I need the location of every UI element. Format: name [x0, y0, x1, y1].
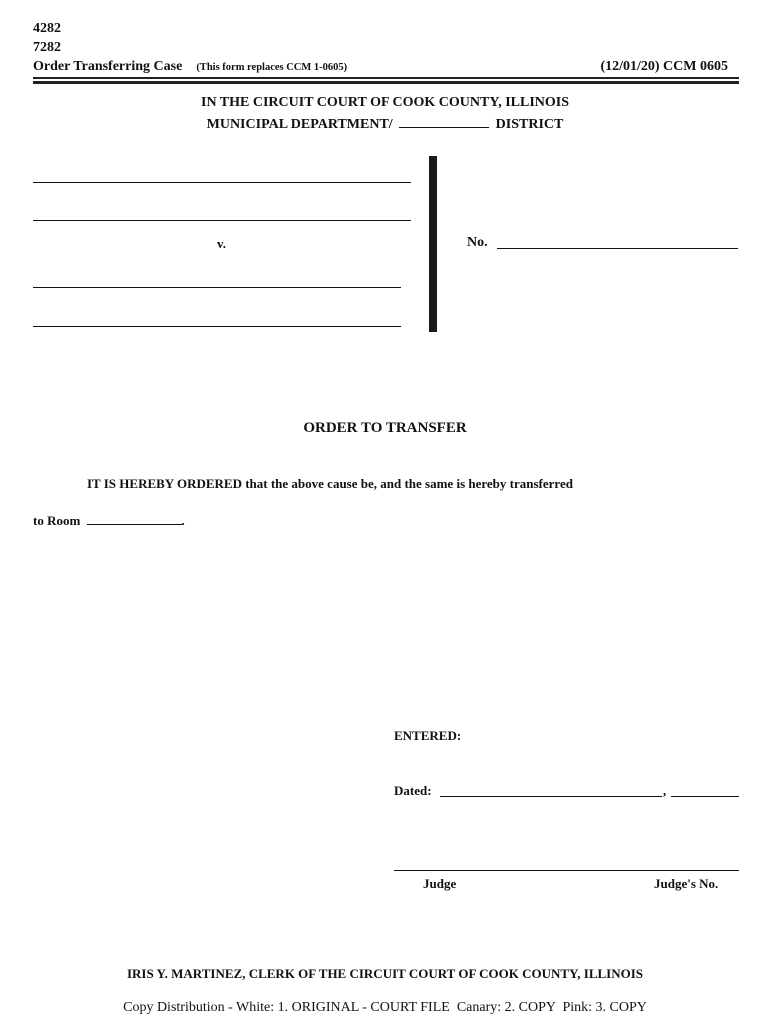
entered-label: ENTERED: — [394, 728, 462, 743]
judge-signature-line[interactable] — [394, 870, 739, 871]
dated-year-line[interactable] — [671, 796, 739, 797]
district-label: DISTRICT — [495, 117, 564, 132]
court-heading: IN THE CIRCUIT COURT OF COOK COUNTY, ILLINOIS — [201, 95, 569, 110]
room-blank[interactable] — [87, 512, 182, 525]
district-blank[interactable] — [399, 115, 489, 128]
department-heading — [0, 115, 770, 133]
plaintiff-line-2[interactable] — [33, 220, 411, 221]
defendant-line-2[interactable] — [33, 326, 401, 327]
room-label: to Room — [33, 513, 81, 528]
plaintiff-line-1[interactable] — [33, 182, 411, 183]
caption-divider — [429, 156, 437, 332]
judge-label: Judge — [423, 876, 457, 891]
form-code-4282: 4282 — [33, 21, 61, 36]
form-title: Order Transferring Case — [33, 59, 183, 74]
clerk-footer: IRIS Y. MARTINEZ, CLERK OF THE CIRCUIT COURT OF COOK COUNTY, ILLINOIS — [126, 966, 644, 981]
judge-number-label: Judge's No. — [654, 876, 719, 891]
form-title-row — [33, 57, 347, 76]
defendant-line-1[interactable] — [33, 287, 401, 288]
dated-comma: , — [663, 783, 667, 798]
case-number-line[interactable] — [497, 248, 738, 249]
copy-distribution: Copy Distribution - White: 1. ORIGINAL - COURT FILE Canary: 2. COPY Pink: 3. COPY — [123, 1000, 647, 1015]
order-body: IT IS HEREBY ORDERED that the above cause be, and the same is hereby transferred — [87, 476, 573, 491]
department-label: MUNICIPAL DEPARTMENT/ — [206, 117, 393, 132]
room-row: to Room . — [33, 513, 185, 528]
replaces-note: (This form replaces CCM 1-0605) — [196, 62, 348, 73]
header-rule-bottom — [33, 81, 739, 84]
form-number: (12/01/20) CCM 0605 — [600, 59, 728, 74]
dated-label: Dated: — [394, 783, 432, 798]
form-code-7282: 7282 — [33, 40, 61, 55]
order-title: ORDER TO TRANSFER — [303, 420, 467, 436]
versus-label: v. — [217, 236, 227, 251]
case-number-label: No. — [467, 235, 488, 250]
dated-line[interactable] — [440, 796, 662, 797]
header-rule-top — [33, 77, 739, 79]
